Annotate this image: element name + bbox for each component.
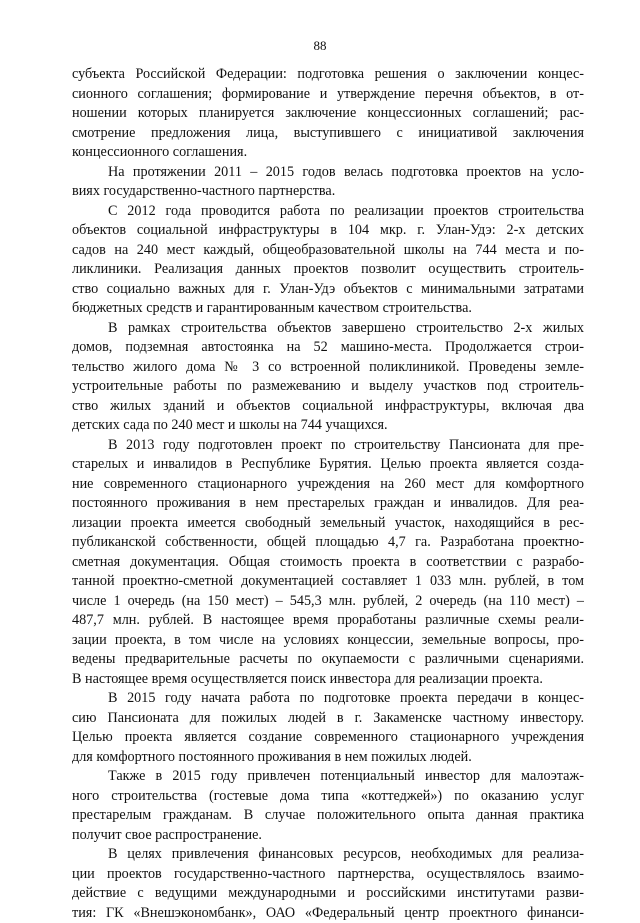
text-line: детских сада по 240 мест и школы на 744 учащихся. [72,416,584,436]
text-line: бюджетных средств и гарантированным качеством строительства. [72,299,584,319]
text-line: Целью проекта является создание современного стационарного учреждения [72,728,584,748]
text-line: сметная документация. Общая стоимость проекта в соответствии с разрабо- [72,553,584,573]
text-line: ношении которых планируется заключение концессионных соглашений; рас- [72,104,584,124]
text-line: ство социально важных для г. Улан-Удэ объектов с минимальными затратами [72,280,584,300]
text-line: тельство жилого дома № 3 со встроенной поликлиникой. Проведены земле- [72,358,584,378]
text-line: садов на 240 мест каждый, общеобразовательной школы на 744 места и по- [72,241,584,261]
text-line: ции проектов государственно-частного партнерства, осуществлялось взаимо- [72,865,584,885]
text-line: танной проектно-сметной документацией составляет 1 033 млн. рублей, в том [72,572,584,592]
text-line: старелых и инвалидов в Республике Бурятия. Целью проекта является созда- [72,455,584,475]
text-line: смотрение предложения лица, выступившего с инициативой заключения [72,124,584,144]
text-line: виях государственно-частного партнерства. [72,182,584,202]
text-line: постоянного проживания в нем престарелых граждан и инвалидов. Для реа- [72,494,584,514]
text-line: ного строительства (гостевые дома типа «коттеджей») по оказанию услуг [72,787,584,807]
text-line: В 2015 году начата работа по подготовке проекта передачи в концес- [72,689,584,709]
text-line: В настоящее время осуществляется поиск инвестора для реализации проекта. [72,670,584,690]
text-line: объектов социальной инфраструктуры в 104 мкр. г. Улан-Удэ: 2-х детских [72,221,584,241]
text-line: 487,7 млн. рублей. В настоящее время проработаны различные схемы реали- [72,611,584,631]
text-line: Также в 2015 году привлечен потенциальный инвестор для малоэтаж- [72,767,584,787]
text-line: ние современного стационарного учреждения на 260 мест для комфортного [72,475,584,495]
text-line: получит свое распространение. [72,826,584,846]
text-line: На протяжении 2011 – 2015 годов велась подготовка проектов на усло- [72,163,584,183]
text-line: сионного соглашения; формирование и утверждение перечня объектов, в от- [72,85,584,105]
text-line: В 2013 году подготовлен проект по строительству Пансионата для пре- [72,436,584,456]
text-line: ликлиники. Реализация данных проектов позволит осуществить строитель- [72,260,584,280]
text-line: В рамках строительства объектов завершено строительство 2-х жилых [72,319,584,339]
text-line: тия: ГК «Внешэкономбанк», ОАО «Федеральный центр проектного финанси- [72,904,584,923]
text-line: сию Пансионата для пожилых людей в г. Закаменске частному инвестору. [72,709,584,729]
page-number: 88 [0,38,640,54]
text-line: В целях привлечения финансовых ресурсов, необходимых для реализа- [72,845,584,865]
text-line: устроительные работы по размежеванию и выделу участков под строитель- [72,377,584,397]
text-line: публиканской собственности, общей площадью 4,7 га. Разработана проектно- [72,533,584,553]
text-line: числе 1 очередь (на 150 мест) – 545,3 млн. рублей, 2 очередь (на 110 мест) – [72,592,584,612]
text-line: субъекта Российской Федерации: подготовка решения о заключении концес- [72,65,584,85]
text-line: ство жилых зданий и объектов социальной инфраструктуры, включая два [72,397,584,417]
text-line: домов, подземная автостоянка на 52 машино-места. Продолжается строи- [72,338,584,358]
text-line: С 2012 года проводится работа по реализации проектов строительства [72,202,584,222]
text-line: для комфортного постоянного проживания в нем пожилых людей. [72,748,584,768]
text-line: зации проекта, в том числе на условиях концессии, земельные вопросы, про- [72,631,584,651]
text-line: ведены предварительные расчеты по окупаемости с различными сценариями. [72,650,584,670]
text-line: концессионного соглашения. [72,143,584,163]
text-line: действие с ведущими международными и российскими институтами разви- [72,884,584,904]
text-line: престарелым гражданам. В случае положительного опыта данная практика [72,806,584,826]
body-text [72,65,584,923]
text-line: лизации проекта имеется свободный земельный участок, находящийся в рес- [72,514,584,534]
